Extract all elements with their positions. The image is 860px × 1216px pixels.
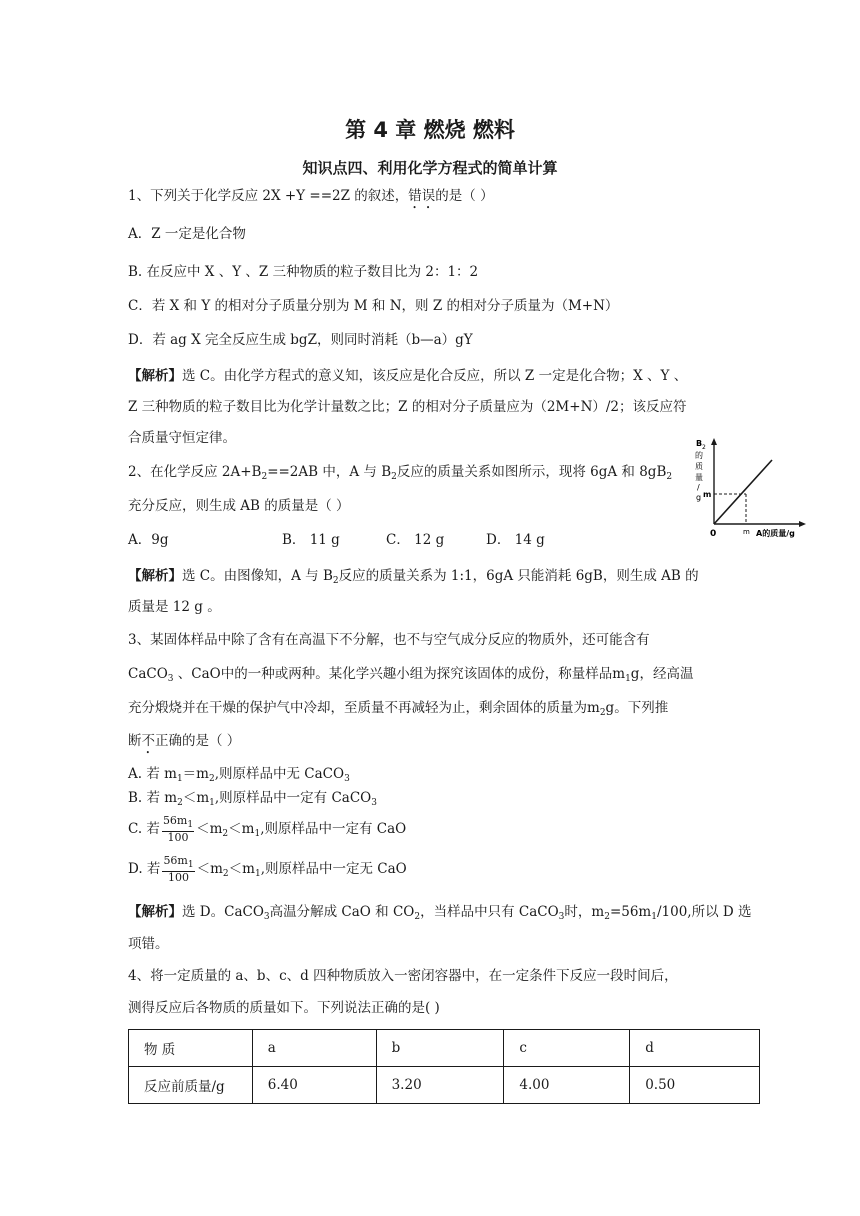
q3-analysis-line-1 [128, 902, 751, 927]
table-row [129, 1067, 760, 1104]
graph-x-tick: m [743, 528, 750, 536]
q3-text: ，当样品中只有 CaCO [420, 904, 559, 920]
q3-text: ＜m [196, 821, 223, 837]
table-cell: d [630, 1030, 760, 1067]
q2-analysis-line-2: 质量是 12 g 。 [128, 599, 221, 615]
table-cell: b [376, 1030, 504, 1067]
table-row [129, 1030, 760, 1067]
graph-ylabel-b: B [696, 439, 703, 448]
q2-sub: 2 [261, 472, 268, 482]
graph-ylabel-3: 质 [695, 462, 703, 471]
q2-stem-text-a: 2、在化学反应 2A+B [128, 464, 262, 480]
q3-sub: 2 [414, 912, 421, 922]
q2-stem-line-2: 充分反应，则生成 AB 的质量是（ ） [128, 498, 350, 514]
q1-option-d: D．若 ag X 完全反应生成 bgZ，则同时消耗（b—a）gY [128, 332, 473, 348]
q1-stem [128, 186, 494, 212]
q3-fraction [162, 815, 194, 844]
q4-stem-line-2: 测得反应后各物质的质量如下。下列说法正确的是( ) [128, 1000, 440, 1016]
q1-analysis-text-1: 选 C。由化学方程式的意义知，该反应是化合反应，所以 Z 一定是化合物；X 、Y 、 [182, 368, 688, 384]
q3-text: 、CaO中的一种或两种。某化学兴趣小组为探究该固体的成份，称量样品m [173, 666, 626, 682]
table-cell: 0.50 [630, 1067, 760, 1104]
q2-option-c: C． 12 g [386, 532, 445, 548]
q1-option-c: C．若 X 和 Y 的相对分子质量分别为 M 和 N，则 Z 的相对分子质量为（M+N） [128, 298, 619, 314]
q3-text: 选 D。CaCO [182, 904, 264, 920]
table-cell: 反应前质量/g [129, 1067, 253, 1104]
q3-analysis-tag: 【解析】 [128, 904, 182, 920]
q3-frac-den: 100 [167, 831, 189, 844]
table-cell: 物 质 [129, 1030, 253, 1067]
q3-frac-den: 100 [168, 871, 190, 884]
q1-option-a: A．Z 一定是化合物 [128, 226, 246, 242]
q3-text: CaCO [128, 666, 168, 682]
q3-text: ＜m [182, 790, 210, 806]
q3-sub: 3 [167, 674, 174, 684]
graph-ylabel-b-sub: 2 [702, 444, 706, 451]
q3-stem-emphasis: 不 [141, 733, 155, 749]
graph-y-arrow [711, 438, 717, 445]
q2-sub: 2 [391, 472, 397, 482]
q2-mass-graph [690, 432, 810, 544]
q3-sub: 1 [254, 869, 261, 879]
q3-text: 断 [128, 733, 142, 749]
table-cell: c [504, 1030, 630, 1067]
q1-analysis-line-3: 合质量守恒定律。 [128, 430, 236, 446]
graph-ylabel-4: 量 [695, 473, 703, 482]
q3-sub: 2 [208, 774, 215, 784]
q2-stem-text-c: 反应的质量关系如图所示，现将 6gA 和 8gB [396, 464, 667, 480]
graph-ylabel-2: 的 [695, 451, 703, 460]
q2-option-b: B． 11 g [282, 532, 340, 548]
q3-sub: 2 [177, 798, 183, 808]
chapter-title: 第 4 章 燃烧 燃料 [345, 118, 515, 142]
table-cell: 3.20 [376, 1067, 504, 1104]
q3-text: B. 若 m [128, 790, 178, 806]
q3-sub: 2 [604, 912, 610, 922]
q3-text: 高温分解成 CaO 和 CO [269, 904, 415, 920]
section-title: 知识点四、利用化学方程式的简单计算 [302, 159, 558, 177]
q3-text: ＝m [182, 766, 209, 782]
table-cell: 6.40 [252, 1067, 376, 1104]
q3-sub: 3 [344, 774, 350, 784]
q3-text: g，经高温 [630, 666, 694, 682]
q3-sub: 2 [599, 708, 606, 718]
q2-analysis-tag: 【解析】 [128, 568, 182, 584]
q3-text: 时，m [564, 904, 605, 920]
q3-stem-line-1: 3、某固体样品中除了含有在高温下不分解，也不与空气成分反应的物质外，还可能含有 [128, 632, 650, 648]
q3-sub: 3 [371, 798, 377, 808]
graph-x-arrow [799, 521, 806, 527]
q3-text: 正确的是（ ） [155, 733, 241, 749]
q3-sub: 1 [209, 798, 215, 808]
q3-text: 充分煅烧并在干燥的保护气中冷却，至质量不再减轻为止，剩余固体的质量为m [128, 700, 600, 716]
q3-text: ,则原样品中无 CaCO [214, 766, 345, 782]
q3-option-c [128, 814, 406, 849]
q3-sub: 1 [176, 774, 183, 784]
q3-text: ,则原样品中一定无 CaO [260, 861, 407, 877]
q3-sub: 1 [187, 820, 194, 830]
q1-analysis-tag: 【解析】 [128, 368, 182, 384]
q3-text: ,则原样品中一定有 CaO [260, 821, 407, 837]
q2-analysis-text-b: 反应的质量关系为 1:1，6gA 只能消耗 6gB，则生成 AB 的 [338, 568, 699, 584]
q3-text: ＜m [196, 861, 223, 877]
q3-sub: 1 [254, 829, 261, 839]
q2-option-a: A．9g [128, 532, 169, 548]
q3-option-a [128, 764, 350, 789]
q2-stem-line-1 [128, 462, 672, 487]
q3-text: A. 若 m [128, 766, 177, 782]
q1-stem-tail: 的是（ ） [435, 188, 494, 204]
q3-fraction [162, 855, 194, 884]
q3-sub: 3 [558, 912, 565, 922]
q3-sub: 1 [187, 860, 194, 870]
q4-mass-table [128, 1029, 760, 1104]
q3-sub: 3 [263, 912, 270, 922]
q1-analysis-line-1 [128, 366, 687, 386]
q1-stem-emphasis: 错误 [408, 188, 436, 204]
q3-text: C. 若 [128, 821, 160, 837]
q3-stem-line-4 [128, 731, 240, 757]
q3-text: ,则原样品中一定有 CaCO [214, 790, 372, 806]
q3-text: /100,所以 D 选 [656, 904, 752, 920]
q1-stem-text: 1、下列关于化学反应 2X +Y ==2Z 的叙述， [128, 188, 409, 204]
graph-ylabel-6: g [696, 493, 702, 502]
graph-line [714, 460, 772, 524]
q1-option-b: B. 在反应中 X 、Y 、Z 三种物质的粒子数目比为 2：1：2 [128, 264, 479, 280]
q3-stem-line-3 [128, 698, 668, 723]
graph-origin: 0 [710, 529, 717, 539]
q2-sub: 2 [666, 472, 673, 482]
q3-text: =56m [609, 904, 652, 920]
q4-stem-line-1: 4、将一定质量的 a、b、c、d 四种物质放入一密闭容器中，在一定条件下反应一段时间后， [128, 968, 678, 984]
q3-sub: 2 [222, 829, 229, 839]
q3-text: g。下列推 [605, 700, 669, 716]
q3-frac-num: 56m [162, 814, 188, 827]
q3-analysis-line-2: 项错。 [128, 936, 169, 952]
q3-text: ＜m [228, 821, 255, 837]
table-cell: a [252, 1030, 376, 1067]
q3-text: D. 若 [128, 861, 161, 877]
q3-text: ＜m [228, 861, 255, 877]
graph-y-tick: m [703, 490, 712, 499]
q3-stem-line-2 [128, 664, 693, 689]
q2-option-d: D． 14 g [486, 532, 545, 548]
q1-analysis-line-2: Z 三种物质的粒子数目比为化学计量数之比；Z 的相对分子质量应为（2M+N）/2；该反应符 [128, 399, 687, 415]
table-cell: 4.00 [504, 1067, 630, 1104]
q3-sub: 2 [222, 869, 229, 879]
graph-ylabel-5: / [697, 483, 700, 492]
q3-frac-num: 56m [163, 854, 188, 867]
q3-sub: 1 [651, 912, 657, 922]
q3-option-b [128, 788, 377, 813]
q2-analysis-line-1 [128, 566, 699, 591]
q3-sub: 1 [625, 674, 631, 684]
q2-analysis-text-a: 选 C。由图像知，A 与 B [182, 568, 333, 584]
q3-option-d [128, 854, 407, 889]
q2-stem-text-b: ==2AB 中，A 与 B [267, 464, 392, 480]
q2-sub: 2 [332, 576, 339, 586]
graph-x-label: A的质量/g [756, 529, 795, 538]
